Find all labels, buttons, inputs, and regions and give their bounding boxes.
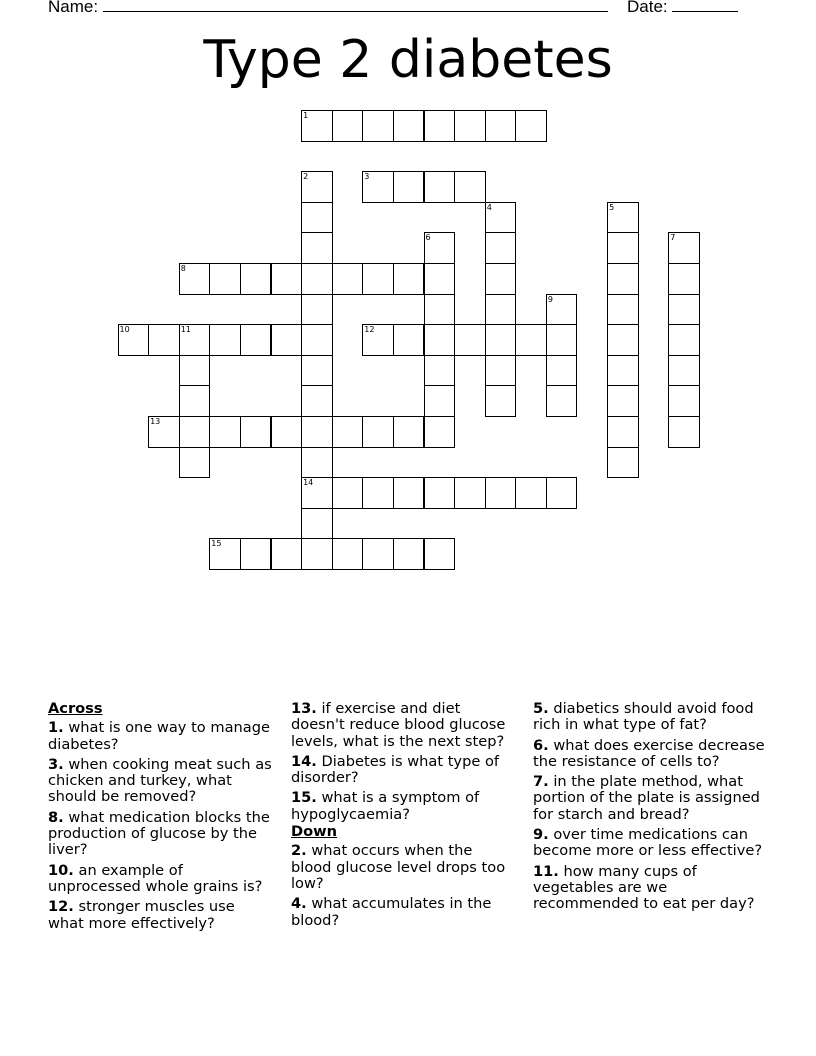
cell-number: 2	[303, 172, 309, 182]
grid-cell[interactable]	[332, 110, 364, 142]
clue-across-12: 12. stronger muscles use what more effectively?	[48, 898, 235, 932]
grid-cell[interactable]	[485, 355, 517, 387]
grid-cell[interactable]	[607, 385, 639, 417]
grid-cell[interactable]	[607, 416, 639, 448]
cell-number: 14	[303, 478, 314, 488]
grid-cell[interactable]	[179, 355, 211, 387]
grid-cell[interactable]	[668, 294, 700, 326]
clues-column-3	[533, 701, 765, 917]
clue-across-3: 3. when cooking meat such as chicken and turkey, what should be removed?	[48, 755, 272, 806]
grid-cell[interactable]	[179, 416, 211, 448]
grid-cell[interactable]	[118, 324, 150, 356]
clues-column-2	[291, 701, 516, 933]
grid-cell[interactable]	[546, 385, 578, 417]
cell-number: 15	[211, 539, 222, 549]
cell-number: 10	[119, 325, 130, 335]
across-heading: Across	[48, 700, 103, 717]
grid-cell[interactable]	[240, 538, 272, 570]
grid-cell[interactable]	[424, 294, 456, 326]
grid-cell[interactable]	[424, 477, 456, 509]
grid-cell[interactable]	[668, 324, 700, 356]
grid-cell[interactable]	[454, 324, 486, 356]
cell-number: 12	[364, 325, 375, 335]
grid-cell[interactable]	[179, 324, 211, 356]
grid-cell[interactable]	[301, 263, 333, 295]
grid-cell[interactable]	[148, 324, 180, 356]
grid-cell[interactable]	[607, 355, 639, 387]
grid-cell[interactable]	[362, 538, 394, 570]
grid-cell[interactable]	[485, 324, 517, 356]
grid-cell[interactable]	[393, 477, 425, 509]
grid-cell[interactable]	[362, 324, 394, 356]
name-label: Name:	[48, 0, 99, 16]
grid-cell[interactable]	[607, 447, 639, 479]
grid-cell[interactable]	[424, 324, 456, 356]
grid-cell[interactable]	[301, 538, 333, 570]
clue-across-14: 14. Diabetes is what type of disorder?	[291, 752, 500, 787]
grid-cell[interactable]	[485, 110, 517, 142]
grid-cell[interactable]	[424, 171, 456, 203]
grid-cell[interactable]	[301, 477, 333, 509]
grid-cell[interactable]	[393, 324, 425, 356]
down-heading: Down	[291, 823, 338, 841]
grid-cell[interactable]	[301, 324, 333, 356]
grid-cell[interactable]	[301, 232, 333, 264]
grid-cell[interactable]	[179, 447, 211, 479]
grid-cell[interactable]	[668, 416, 700, 448]
grid-cell[interactable]	[515, 477, 547, 509]
clue-down-6: 6. what does exercise decrease the resistance of cells to?	[533, 736, 765, 770]
grid-cell[interactable]	[332, 416, 364, 448]
grid-cell[interactable]	[148, 416, 180, 448]
grid-cell[interactable]	[271, 263, 303, 295]
grid-cell[interactable]	[393, 538, 425, 570]
clue-across-10: 10. an example of unprocessed whole grains is?	[48, 861, 263, 895]
cell-number: 4	[486, 202, 492, 212]
grid-cell[interactable]	[424, 416, 456, 448]
grid-cell[interactable]	[607, 202, 639, 234]
grid-cell[interactable]	[209, 538, 241, 570]
cell-number: 8	[180, 264, 186, 273]
grid-cell[interactable]	[485, 263, 517, 295]
grid-cell[interactable]	[668, 355, 700, 387]
grid-cell[interactable]	[607, 294, 639, 326]
grid-cell[interactable]	[485, 294, 517, 326]
grid-cell[interactable]	[301, 355, 333, 387]
grid-cell[interactable]	[607, 232, 639, 264]
cell-number: 1	[303, 111, 309, 120]
grid-cell[interactable]	[424, 232, 456, 264]
grid-cell[interactable]	[301, 294, 333, 326]
grid-cell[interactable]	[393, 171, 425, 203]
grid-cell[interactable]	[424, 110, 456, 142]
date-label: Date:	[627, 0, 668, 16]
grid-cell[interactable]	[607, 324, 639, 356]
clues-column-1	[48, 701, 273, 936]
grid-cell[interactable]	[393, 263, 425, 295]
grid-cell[interactable]	[393, 416, 425, 448]
grid-cell[interactable]	[485, 232, 517, 264]
clue-down-4: 4. what accumulates in the blood?	[291, 895, 492, 929]
grid-cell[interactable]	[546, 477, 578, 509]
grid-cell[interactable]	[332, 477, 364, 509]
clue-across-15: 15. what is a symptom of hypoglycaemia?	[291, 789, 480, 823]
clue-down-9: 9. over time medications can become more or less effective?	[533, 826, 763, 860]
grid-cell[interactable]	[362, 416, 394, 448]
grid-cell[interactable]	[362, 110, 394, 142]
grid-cell[interactable]	[209, 324, 241, 356]
grid-cell[interactable]	[546, 355, 578, 387]
grid-cell[interactable]	[454, 477, 486, 509]
grid-cell[interactable]	[668, 263, 700, 295]
grid-cell[interactable]	[240, 324, 272, 356]
grid-cell[interactable]	[485, 385, 517, 417]
grid-cell[interactable]	[179, 263, 211, 295]
cell-number: 13	[150, 417, 161, 426]
grid-cell[interactable]	[240, 416, 272, 448]
grid-cell[interactable]	[393, 110, 425, 142]
grid-cell[interactable]	[301, 416, 333, 448]
clue-down-5: 5. diabetics should avoid food rich in what type of fat?	[533, 700, 754, 734]
grid-cell[interactable]	[668, 232, 700, 264]
grid-cell[interactable]	[485, 202, 517, 234]
grid-cell[interactable]	[424, 385, 456, 417]
cell-number: 6	[425, 233, 431, 243]
clue-across-8: 8. what medication blocks the production of glucose by the liver?	[48, 808, 270, 859]
grid-cell[interactable]	[668, 385, 700, 417]
grid-cell[interactable]	[271, 538, 303, 570]
grid-cell[interactable]	[332, 263, 364, 295]
grid-cell[interactable]	[301, 385, 333, 417]
grid-cell[interactable]	[515, 110, 547, 142]
clue-across-1: 1. what is one way to manage diabetes?	[48, 719, 270, 753]
cell-number: 5	[609, 202, 615, 212]
grid-cell[interactable]	[362, 171, 394, 203]
grid-cell[interactable]	[454, 110, 486, 142]
grid-cell[interactable]	[301, 202, 333, 234]
cell-number: 11	[180, 325, 191, 335]
grid-cell[interactable]	[546, 294, 578, 326]
grid-cell[interactable]	[515, 324, 547, 356]
grid-cell[interactable]	[546, 324, 578, 356]
clue-across-13: 13. if exercise and diet doesn't reduce blood glucose levels, what is the next step?	[291, 700, 506, 750]
cell-number: 9	[547, 294, 553, 304]
grid-cell[interactable]	[454, 171, 486, 203]
grid-cell[interactable]	[301, 508, 333, 540]
grid-cell[interactable]	[271, 416, 303, 448]
grid-cell[interactable]	[424, 538, 456, 570]
clue-down-7: 7. in the plate method, what portion of the plate is assigned for starch and bread?	[533, 773, 760, 823]
grid-cell[interactable]	[301, 171, 333, 203]
cell-number: 7	[670, 233, 676, 243]
cell-number: 3	[364, 172, 370, 182]
grid-cell[interactable]	[240, 263, 272, 295]
grid-cell[interactable]	[332, 538, 364, 570]
grid-cell[interactable]	[301, 110, 333, 142]
grid-cell[interactable]	[362, 477, 394, 509]
grid-cell[interactable]	[424, 355, 456, 387]
grid-cell[interactable]	[424, 263, 456, 295]
grid-cell[interactable]	[362, 263, 394, 295]
clue-down-11: 11. how many cups of vegetables are we recommended to eat per day?	[533, 862, 755, 913]
clue-down-2: 2. what occurs when the blood glucose level drops too low?	[291, 842, 506, 892]
grid-cell[interactable]	[485, 477, 517, 509]
grid-cell[interactable]	[271, 324, 303, 356]
grid-cell[interactable]	[209, 416, 241, 448]
grid-cell[interactable]	[301, 447, 333, 479]
grid-cell[interactable]	[209, 263, 241, 295]
grid-cell[interactable]	[179, 385, 211, 417]
grid-cell[interactable]	[607, 263, 639, 295]
page-title: Type 2 diabetes	[203, 30, 613, 90]
